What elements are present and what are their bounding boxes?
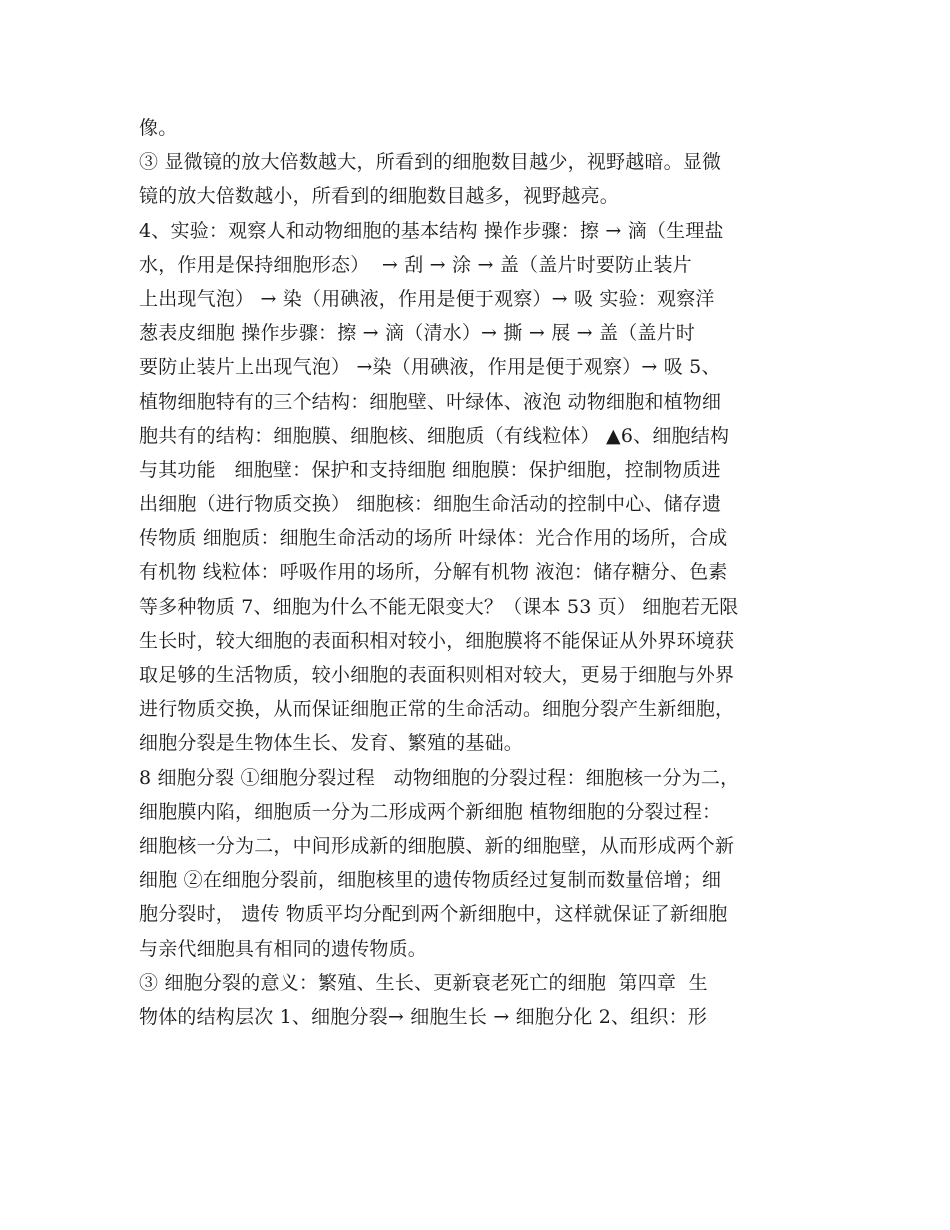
text-line: 镜的放大倍数越小，所看到的细胞数目越多，视野越亮。 xyxy=(139,185,620,208)
text-line: 胞分裂时， 遗传 物质平均分配到两个新细胞中，这样就保证了新细胞 xyxy=(139,903,728,926)
text-line: ③ 细胞分裂的意义：繁殖、生长、更新衰老死亡的细胞 第四章 生 xyxy=(139,971,708,994)
text-line: 像。 xyxy=(139,117,178,139)
text-line: 4、实验：观察人和动物细胞的基本结构 操作步骤：擦 → 滴（生理盐 xyxy=(139,219,724,242)
text-line: ③ 显微镜的放大倍数越大，所看到的细胞数目越少，视野越暗。显微 xyxy=(139,151,722,174)
text-line: 与亲代细胞具有相同的遗传物质。 xyxy=(139,937,428,960)
text-line: 植物细胞特有的三个结构：细胞壁、叶绿体、液泡 动物细胞和植物细 xyxy=(139,390,722,413)
document-body xyxy=(139,111,819,1034)
text-line: 取足够的生活物质，较小细胞的表面积则相对较大，更易于细胞与外界 xyxy=(139,664,735,686)
text-line: 有机物 线粒体：呼吸作用的场所，分解有机物 液泡：储存糖分、色素 xyxy=(139,561,728,584)
text-line: 进行物质交换，从而保证细胞正常的生命活动。细胞分裂产生新细胞， xyxy=(139,698,735,721)
text-line: 出细胞（进行物质交换） 细胞核：细胞生命活动的控制中心、储存遗 xyxy=(139,493,722,516)
text-line: 物体的结构层次 1、细胞分裂→ 细胞生长 → 细胞分化 2、组织：形 xyxy=(139,1005,708,1028)
text-line: 水，作用是保持细胞形态） → 刮 → 涂 → 盖（盖片时要防止装片 xyxy=(139,253,692,276)
text-line: 与其功能 细胞壁：保护和支持细胞 细胞膜：保护细胞，控制物质进 xyxy=(139,458,721,481)
text-line: 细胞膜内陷，细胞质一分为二形成两个新细胞 植物细胞的分裂过程： xyxy=(139,800,722,823)
text-line: 细胞核一分为二，中间形成新的细胞膜、新的细胞壁，从而形成两个新 xyxy=(139,834,735,857)
text-line: 传物质 细胞质：细胞生命活动的场所 叶绿体：光合作用的场所，合成 xyxy=(139,527,728,550)
text-line: 8 细胞分裂 ①细胞分裂过程 动物细胞的分裂过程：细胞核一分为二， xyxy=(139,766,740,789)
text-line: 要防止装片上出现气泡） →染（用碘液，作用是便于观察）→ 吸 5、 xyxy=(139,356,721,379)
text-line: 上出现气泡） → 染（用碘液，作用是便于观察）→ 吸 实验：观察洋 xyxy=(139,287,715,310)
text-line: 胞共有的结构：细胞膜、细胞核、细胞质（有线粒体） ▲6、细胞结构 xyxy=(139,424,730,447)
text-line: 细胞分裂是生物体生长、发育、繁殖的基础。 xyxy=(139,732,524,755)
text-line: 等多种物质 7、细胞为什么不能无限变大？（课本 53 页） 细胞若无限 xyxy=(139,595,739,618)
text-line: 生长时，较大细胞的表面积相对较小，细胞膜将不能保证从外界环境获 xyxy=(139,629,735,652)
text-line: 葱表皮细胞 操作步骤：擦 → 滴（清水）→ 撕 → 展 → 盖（盖片时 xyxy=(139,322,695,345)
text-line: 细胞 ②在细胞分裂前，细胞核里的遗传物质经过复制而数量倍增；细 xyxy=(139,869,722,892)
